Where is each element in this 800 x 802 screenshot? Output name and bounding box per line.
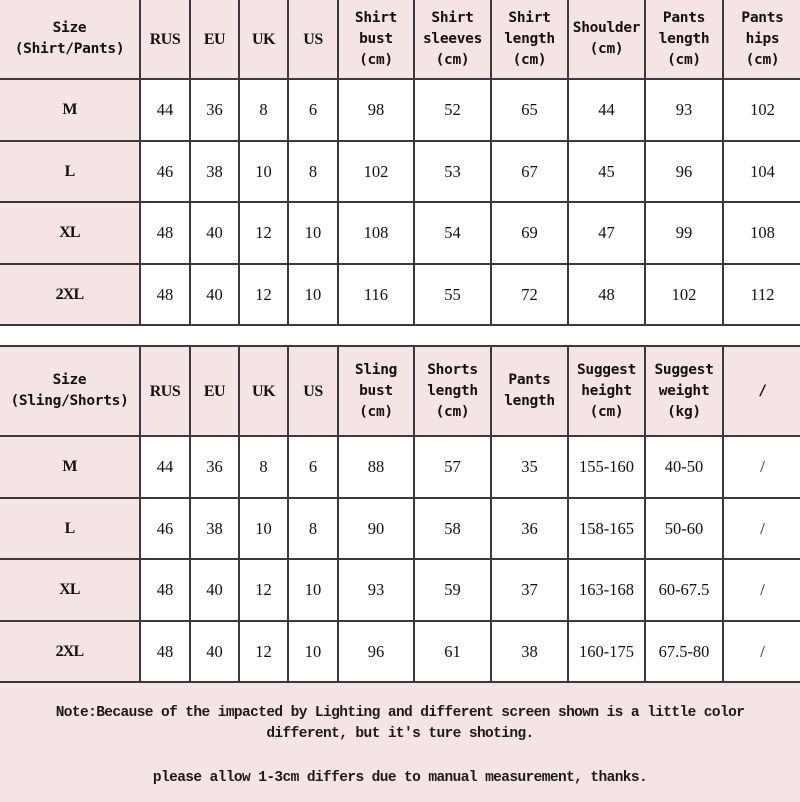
column-header-line: Shirt xyxy=(431,9,474,26)
column-header-line: (Shirt/Pants) xyxy=(14,41,125,57)
size-label-cell: 2XL xyxy=(0,264,140,326)
column-header-line: (cm) xyxy=(359,403,393,420)
note-line-1: Note:Because of the impacted by Lighting and different screen shown is a little color xyxy=(55,705,745,721)
column-header-line: (Sling/Shorts) xyxy=(10,393,129,409)
table-cell: 46 xyxy=(140,141,190,203)
column-header-line: Shirt xyxy=(354,9,398,26)
column-header-line: RUS xyxy=(149,30,181,48)
note-allowance xyxy=(0,768,800,789)
sling-shorts-size-table xyxy=(0,345,800,683)
table-row xyxy=(0,141,800,203)
table-cell: 54 xyxy=(414,202,491,264)
column-header-line: sleeves xyxy=(422,30,482,47)
column-header-line: Pants xyxy=(741,9,784,26)
column-header-line: (cm) xyxy=(512,51,547,68)
table-cell: 58 xyxy=(414,498,491,560)
table-cell: 36 xyxy=(190,436,239,498)
table-cell: 10 xyxy=(239,498,288,560)
header-row xyxy=(0,0,800,79)
table-cell: 108 xyxy=(723,202,800,264)
column-header-line: length xyxy=(658,30,710,47)
column-header-line: / xyxy=(758,382,767,399)
table-cell: 99 xyxy=(645,202,723,264)
table-cell: 88 xyxy=(338,436,414,498)
column-header xyxy=(140,346,190,436)
column-header-line: length xyxy=(504,393,555,409)
table-cell: 6 xyxy=(288,436,338,498)
table-cell: 35 xyxy=(491,436,568,498)
size-label-cell: XL xyxy=(0,559,140,621)
column-header-line: US xyxy=(303,382,323,400)
size-label-cell: L xyxy=(0,498,140,560)
note-line-2: different, but it's ture shoting. xyxy=(266,726,534,742)
column-header-line: UK xyxy=(252,30,275,48)
table-cell: 108 xyxy=(338,202,414,264)
table-cell: 40 xyxy=(190,202,239,264)
column-header-line: (cm) xyxy=(359,51,393,68)
column-header-line: Shirt xyxy=(508,9,551,26)
column-header-line: (cm) xyxy=(589,403,624,420)
table-row xyxy=(0,621,800,683)
column-header xyxy=(190,346,239,436)
table-cell: 112 xyxy=(723,264,800,326)
table-cell: 55 xyxy=(414,264,491,326)
column-header xyxy=(414,346,491,436)
table-cell: / xyxy=(723,621,800,683)
table-cell: 12 xyxy=(239,621,288,683)
table-cell: 57 xyxy=(414,436,491,498)
table-cell: 8 xyxy=(239,79,288,141)
table-cell: 40-50 xyxy=(645,436,723,498)
table-cell: 12 xyxy=(239,559,288,621)
table-cell: 48 xyxy=(140,264,190,326)
table-cell: 44 xyxy=(568,79,645,141)
column-header-line: Size xyxy=(52,372,87,388)
table-cell: 10 xyxy=(239,141,288,203)
table-cell: 40 xyxy=(190,621,239,683)
column-header-line: Pants xyxy=(508,372,551,388)
table-cell: 45 xyxy=(568,141,645,203)
column-header xyxy=(338,0,414,79)
size-label-cell: L xyxy=(0,141,140,203)
column-header-line: UK xyxy=(252,382,275,400)
table-cell: 10 xyxy=(288,202,338,264)
table-cell: / xyxy=(723,498,800,560)
table-cell: 37 xyxy=(491,559,568,621)
table-cell: 102 xyxy=(723,79,800,141)
table-cell: 116 xyxy=(338,264,414,326)
column-header xyxy=(645,346,723,436)
column-header xyxy=(140,0,190,79)
table-cell: 36 xyxy=(190,79,239,141)
table-cell: 48 xyxy=(140,559,190,621)
table-cell: 8 xyxy=(288,141,338,203)
table-cell: 69 xyxy=(491,202,568,264)
column-header-line: hips xyxy=(745,30,780,47)
column-header xyxy=(723,0,800,79)
column-header xyxy=(645,0,723,79)
column-header-line: Sling xyxy=(354,361,398,378)
table-row xyxy=(0,498,800,560)
table-cell: / xyxy=(723,436,800,498)
column-header-line: length xyxy=(504,30,555,47)
table-cell: 96 xyxy=(645,141,723,203)
table-cell: 10 xyxy=(288,264,338,326)
column-header-line: (cm) xyxy=(745,51,780,68)
column-header xyxy=(288,346,338,436)
column-header-line: EU xyxy=(203,382,226,400)
table-cell: 38 xyxy=(190,498,239,560)
table-cell: 93 xyxy=(338,559,414,621)
column-header-line: weight xyxy=(658,382,710,399)
table-cell: 102 xyxy=(645,264,723,326)
header-row xyxy=(0,346,800,436)
table-cell: 104 xyxy=(723,141,800,203)
column-header xyxy=(239,0,288,79)
table-cell: 50-60 xyxy=(645,498,723,560)
table-cell: 53 xyxy=(414,141,491,203)
table-cell: 48 xyxy=(568,264,645,326)
column-header-line: (cm) xyxy=(435,51,470,68)
column-header xyxy=(414,0,491,79)
column-header xyxy=(491,0,568,79)
column-header-line: (kg) xyxy=(667,403,701,420)
table-cell: 160-175 xyxy=(568,621,645,683)
table-cell: 48 xyxy=(140,202,190,264)
column-header-line: bust xyxy=(359,382,393,399)
table-cell: 36 xyxy=(491,498,568,560)
table-cell: 10 xyxy=(288,559,338,621)
column-header xyxy=(723,346,800,436)
column-header-line: Suggest xyxy=(654,361,714,378)
table-cell: 47 xyxy=(568,202,645,264)
column-header-line: (cm) xyxy=(435,403,470,420)
column-header-line: height xyxy=(581,382,632,399)
table-cell: 59 xyxy=(414,559,491,621)
table-cell: 61 xyxy=(414,621,491,683)
table-cell: 67.5-80 xyxy=(645,621,723,683)
column-header-line: US xyxy=(303,30,323,48)
column-header xyxy=(190,0,239,79)
column-header-line: Pants xyxy=(662,9,706,26)
table-cell: 6 xyxy=(288,79,338,141)
table-row xyxy=(0,202,800,264)
table-cell: 155-160 xyxy=(568,436,645,498)
column-header xyxy=(491,346,568,436)
table-cell: 60-67.5 xyxy=(645,559,723,621)
shirt-pants-size-table xyxy=(0,0,800,326)
table-cell: 96 xyxy=(338,621,414,683)
column-header-line: EU xyxy=(203,30,226,48)
column-header xyxy=(288,0,338,79)
table-cell: 93 xyxy=(645,79,723,141)
column-header xyxy=(568,346,645,436)
table-cell: 38 xyxy=(491,621,568,683)
table-cell: 40 xyxy=(190,559,239,621)
table-cell: 12 xyxy=(239,202,288,264)
table-cell: 10 xyxy=(288,621,338,683)
table-cell: 67 xyxy=(491,141,568,203)
note-line-3: please allow 1-3cm differs due to manual measurement, thanks. xyxy=(152,770,648,786)
table-cell: 158-165 xyxy=(568,498,645,560)
table-cell: 8 xyxy=(239,436,288,498)
table-cell: 38 xyxy=(190,141,239,203)
table-cell: 65 xyxy=(491,79,568,141)
table-cell: 40 xyxy=(190,264,239,326)
measurement-note xyxy=(0,681,800,802)
table-cell: 52 xyxy=(414,79,491,141)
column-header-line: RUS xyxy=(149,382,181,400)
size-label-cell: M xyxy=(0,436,140,498)
size-label-cell: M xyxy=(0,79,140,141)
table-cell: 44 xyxy=(140,79,190,141)
column-header-line: bust xyxy=(359,30,393,47)
column-header xyxy=(0,0,140,79)
table-row xyxy=(0,79,800,141)
table-cell: 44 xyxy=(140,436,190,498)
column-header xyxy=(568,0,645,79)
column-header-line: Shorts xyxy=(427,361,478,378)
column-header xyxy=(0,346,140,436)
table-cell: / xyxy=(723,559,800,621)
table-cell: 102 xyxy=(338,141,414,203)
column-header-line: Shoulder xyxy=(572,20,641,36)
table-cell: 12 xyxy=(239,264,288,326)
size-label-cell: XL xyxy=(0,202,140,264)
table-cell: 8 xyxy=(288,498,338,560)
table-row xyxy=(0,559,800,621)
table-cell: 72 xyxy=(491,264,568,326)
table-cell: 163-168 xyxy=(568,559,645,621)
column-header-line: (cm) xyxy=(667,51,701,68)
column-header-line: Size xyxy=(52,20,87,36)
column-header xyxy=(239,346,288,436)
column-header xyxy=(338,346,414,436)
table-cell: 98 xyxy=(338,79,414,141)
table-row xyxy=(0,436,800,498)
size-label-cell: 2XL xyxy=(0,621,140,683)
column-header-line: length xyxy=(427,382,478,399)
column-header-line: Suggest xyxy=(576,361,636,378)
table-cell: 48 xyxy=(140,621,190,683)
table-cell: 46 xyxy=(140,498,190,560)
table-row xyxy=(0,264,800,326)
table-cell: 90 xyxy=(338,498,414,560)
column-header-line: (cm) xyxy=(589,41,624,57)
note-paragraph xyxy=(0,703,800,745)
